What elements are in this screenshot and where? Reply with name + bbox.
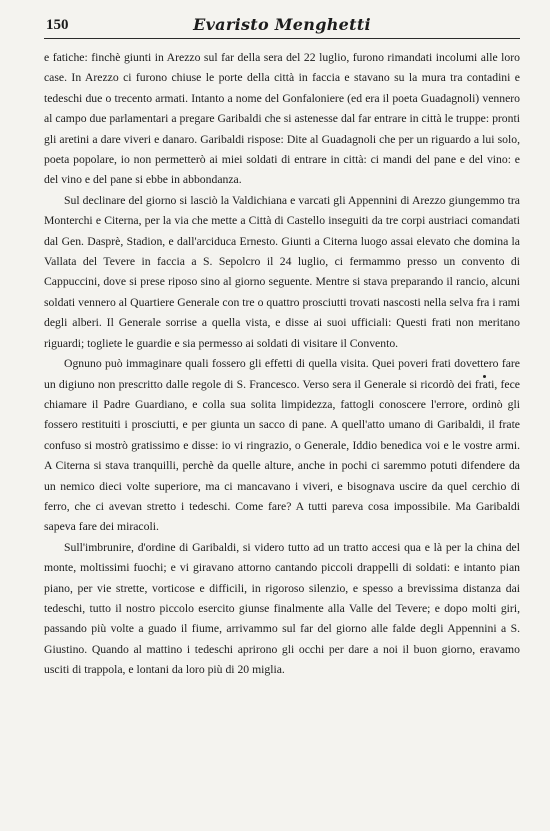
paragraph-1: e fatiche: finchè giunti in Arezzo sul far della sera del 22 luglio, furono rimandati incolumi alle loro case. In Arezzo ci furono chiuse le porte della città in faccia e stavano su la mura tra contadini e tedeschi due o trecento armati. Intanto a nome del Gonfaloniere (ed era il poeta Guadagnoli) vennero al campo due parlamentari a pregare Garibaldi che si astenesse dal far entrare in città le truppe: pronti gli aretini a dare viveri e danaro. Garibaldi rispose: Dite al Guadagnoli che per un riguardo a lui solo, poeta popolare, io non permetterò ai miei soldati di entrare in città: ci mandi del pane e del vino: e del vino e del pane si ebbe in abbondanza.	[44, 51, 520, 187]
running-title: Evaristo Menghetti	[193, 15, 371, 34]
ink-speck	[483, 375, 486, 378]
body-text	[44, 48, 520, 681]
paragraph-4: Sull'imbrunire, d'ordine di Garibaldi, si videro tutto ad un tratto accesi qua e là per la china del monte, moltissimi fuochi; e vi giravano attorno cantando piccoli drappelli di soldati: e intanto pian piano, per vie strette, vorticose e difficili, in rigoroso silenzio, e spesso a brevissima distanza dai tedeschi, tutto il nostro piccolo esercito giunse finalmente alla Valle del Tevere; e dopo molti giri, passando più volte a guado il fiume, arrivammo sul far del giorno alle falde degli Appennini a S. Giustino. Quando al mattino i tedeschi aprirono gli occhi per dare a noi il buon giorno, eravamo usciti di trappola, e lontani da loro più di 20 miglia.	[44, 540, 520, 677]
page-number: 150	[46, 17, 69, 33]
page-header	[44, 14, 520, 38]
header-rule	[44, 38, 520, 39]
paragraph-3: Ognuno può immaginare quali fossero gli effetti di quella visita. Quei poveri frati dovettero fare un digiuno non prescritto dalle regole di S. Francesco. Verso sera il Generale si ricordò dei frati, fece chiamare il Padre Guardiano, e colla sua solita limpidezza, fattogli conoscere l'errore, ordinò gli fossero restituiti i prosciutti, e per giunta un sacco di pane. A quell'atto umano di Garibaldi, il frate confuso si mostrò gratissimo e disse: io vi ringrazio, o Generale, Iddio benedica voi e le vostre armi. A Citerna si stava tranquilli, perchè da quelle alture, anche in pochi ci saremmo potuti difendere da un nemico dieci volte superiore, ma ci mancavano i viveri, e bisognava uscire da quel cerchio di ferro, che ci avevan stretto i tedeschi. Come fare? A tutti pareva cosa impossibile. Ma Garibaldi sapeva fare dei miracoli.	[44, 357, 520, 534]
paragraph-2: Sul declinare del giorno si lasciò la Valdichiana e varcati gli Appennini di Arezzo giungemmo tra Monterchi e Citerna, per la via che mette a Città di Castello inseguiti da tre corpi austriaci comandati dal Gen. Dasprè, Stadion, e dall'arciduca Ernesto. Giunti a Citerna luogo assai elevato che domina la Vallata del Tevere in faccia a S. Sepolcro il 24 luglio, ci fermammo presso un convento di Cappuccini, dove si prese riposo sino al giorno seguente. Mentre si stava preparando il rancio, alcuni soldati vennero al Quartiere Generale con tre o quattro prosciutti trovati nascosti nella selva fra i rami degli alberi. Il Generale sorrise a quella vista, e disse ai suoi ufficiali: Questi frati non meritano riguardi; togliete le guardie e sia permesso ai soldati di visitare il Convento.	[44, 193, 520, 350]
